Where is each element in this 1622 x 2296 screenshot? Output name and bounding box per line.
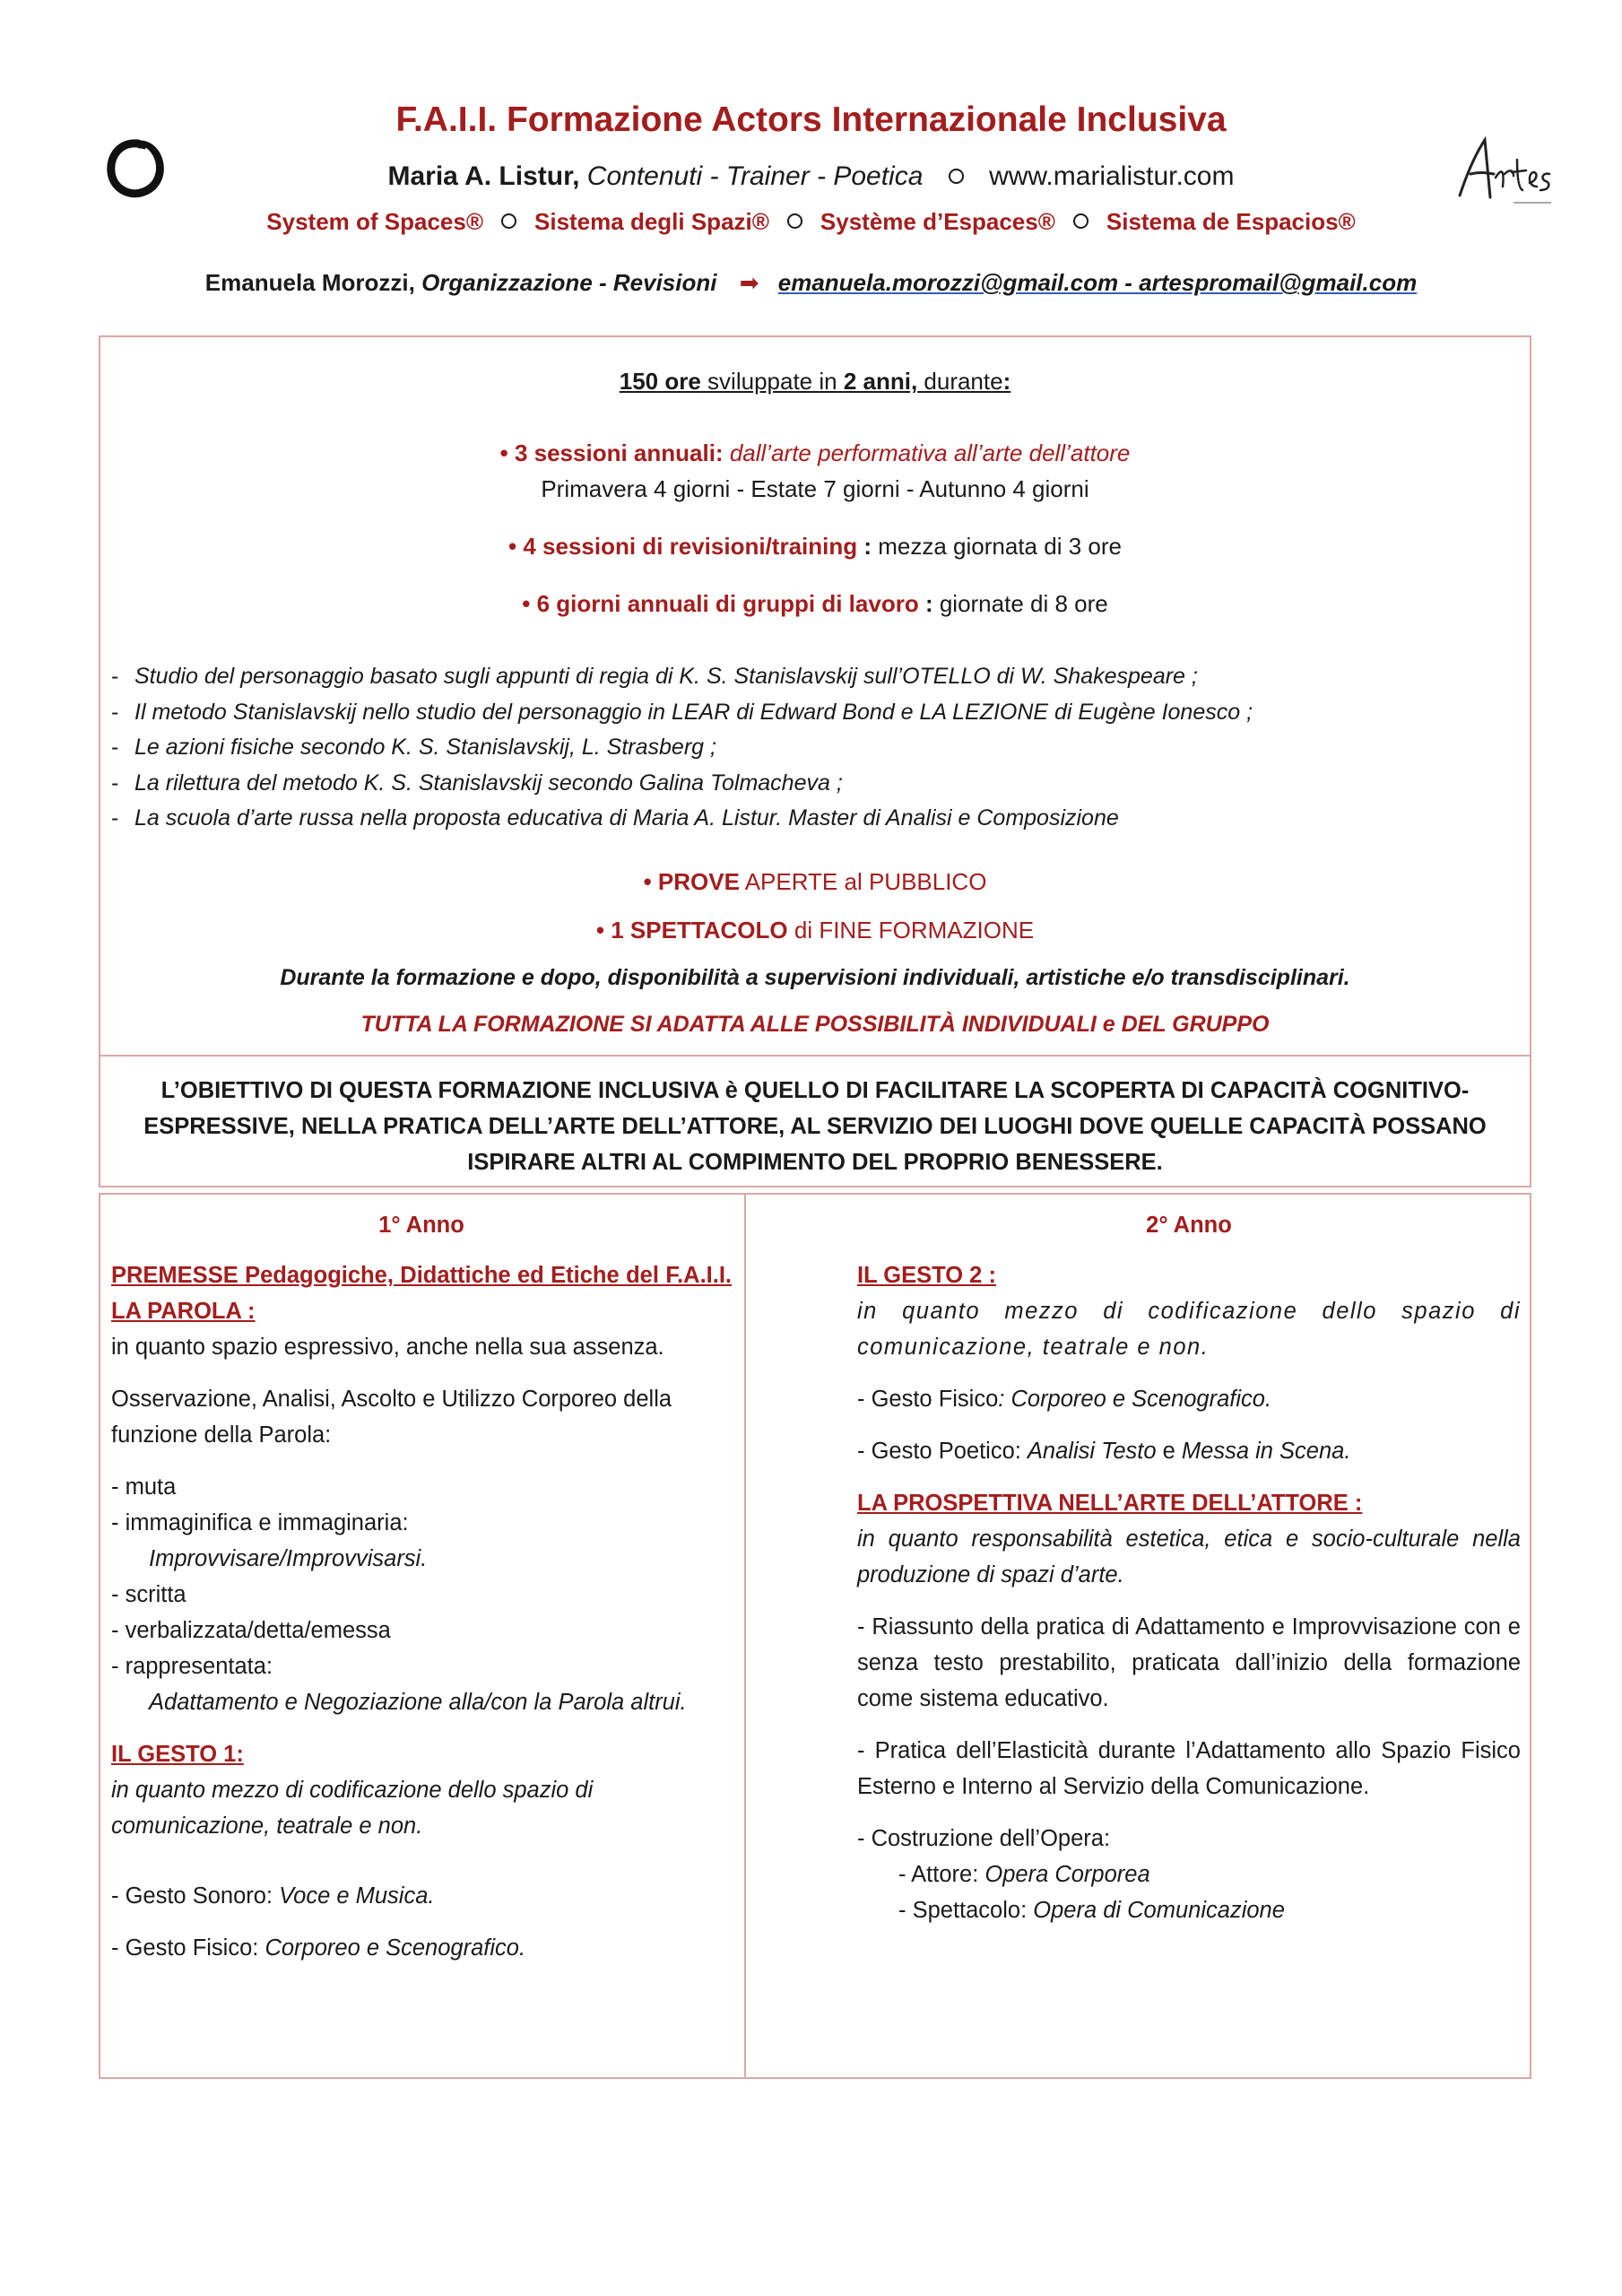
session3-label: • 6 giorni annuali di gruppi di lavoro — [522, 590, 919, 617]
gesto-fisico — [111, 1930, 732, 1966]
prove-desc: APERTE al PUBBLICO — [739, 868, 987, 895]
gesto2-fisico-value: : Corporeo e Scenografico. — [998, 1387, 1272, 1412]
author-roles: Contenuti - Trainer - Poetica — [586, 161, 924, 191]
opera-attore-value: Opera Corporea — [984, 1862, 1150, 1887]
system-fr: Système d’Espaces® — [820, 208, 1055, 235]
word-scritta: - scritta — [111, 1582, 186, 1607]
email-links[interactable]: emanuela.morozzi@gmail.com - artespromail@gmail.com — [777, 269, 1418, 296]
topic-item: - La scuola d’arte russa nella proposta educativa di Maria A. Listur. Master di Analisi e Composizione — [111, 805, 1119, 831]
organizer-line — [0, 269, 1622, 297]
year1-heading: 1° Anno — [378, 1213, 464, 1238]
supervision-note: Durante la formazione e dopo, disponibilità a supervisioni individuali, artistiche e/o transdisciplinari. — [280, 965, 1350, 990]
prospettiva-title: LA PROSPETTIVA NELL’ARTE DELL’ATTORE : — [857, 1491, 1363, 1516]
topic-text: Le azioni fisiche secondo K. S. Stanislavskij, L. Strasberg ; — [134, 735, 716, 760]
word-muta: - muta — [111, 1474, 177, 1500]
adaptation-note: TUTTA LA FORMAZIONE SI ADATTA ALLE POSSIBILITÀ INDIVIDUALI e DEL GRUPPO — [360, 1012, 1270, 1037]
session1-label: • 3 sessioni annuali: — [499, 439, 724, 466]
session2-desc: mezza giornata di 3 ore — [878, 533, 1122, 560]
session1-detail: Primavera 4 giorni - Estate 7 giorni - Autunno 4 giorni — [541, 475, 1089, 502]
circle-separator-icon — [949, 169, 964, 184]
premesse-title: PREMESSE Pedagogiche, Didattiche ed Etiche del F.A.I.I. LA PAROLA : — [111, 1263, 732, 1324]
author-line — [0, 161, 1622, 192]
hours-count: 150 ore — [619, 368, 701, 395]
gesto1-desc: in quanto mezzo di codificazione dello spazio di comunicazione, teatrale e non. — [111, 1778, 594, 1839]
observation-text: Osservazione, Analisi, Ascolto e Utilizzo Corporeo della funzione della Parola: — [111, 1387, 672, 1448]
opera-attore — [857, 1857, 1521, 1892]
document-title: F.A.I.I. Formazione Actors Internazionale Inclusiva — [395, 100, 1227, 139]
gesto-poetico-value1: Analisi Testo — [1027, 1439, 1157, 1464]
gesto2-title: IL GESTO 2 : — [857, 1263, 996, 1288]
prove-label: • PROVE — [643, 868, 740, 895]
gesto-fisico-label: - Gesto Fisico: — [111, 1935, 265, 1961]
opera-attore-label: - Attore: — [898, 1862, 985, 1887]
gesto-sonoro — [111, 1878, 732, 1914]
objective-text: L’OBIETTIVO DI QUESTA FORMAZIONE INCLUSIVA è QUELLO DI FACILITARE LA SCOPERTA DI CAPACITÀ COGNITIVO-ESPRESSIVE, NELLA PRATICA DELL’ARTE DELL’ATTORE, AL SERVIZIO DEI LUOGHI DOVE QUELLE CAPACITÀ POSSANO ISPIRARE ALTRI AL COMPIMENTO DEL PROPRIO BENESSERE. — [143, 1078, 1487, 1175]
hours-colon: : — [1002, 368, 1011, 395]
systems-line — [0, 208, 1622, 236]
hours-during: durante — [917, 368, 1003, 395]
system-en: System of Spaces® — [266, 208, 483, 235]
topic-item: - La rilettura del metodo K. S. Stanislavskij secondo Galina Tolmacheva ; — [111, 770, 843, 796]
gesto-sonoro-label: - Gesto Sonoro: — [111, 1883, 280, 1909]
session3-sep: : — [918, 590, 940, 617]
session2-label: • 4 sessioni di revisioni/training — [508, 533, 858, 560]
organizer-name: Emanuela Morozzi, — [204, 269, 415, 296]
session1-desc: dall’arte performativa all’arte dell’attore — [729, 439, 1131, 466]
topic-item: - Il metodo Stanislavskij nello studio del personaggio in LEAR di Edward Bond e LA LEZIONE di Eugène Ionesco ; — [111, 699, 1253, 725]
opera-spettacolo-value: Opera di Comunicazione — [1033, 1898, 1285, 1923]
system-it: Sistema degli Spazi® — [534, 208, 769, 235]
gesto-sonoro-value: Voce e Musica. — [279, 1883, 435, 1909]
prospettiva-desc: in quanto responsabilità estetica, etica e socio-culturale nella produzione di spazi d’arte. — [857, 1526, 1521, 1587]
session3-desc: giornate di 8 ore — [939, 590, 1108, 617]
arrow-right-icon: ➡ — [739, 269, 759, 296]
gesto-poetico-value2: Messa in Scena. — [1181, 1439, 1351, 1464]
session2-sep: : — [857, 533, 879, 560]
website-link[interactable]: www.marialistur.com — [989, 161, 1235, 191]
riassunto-text: - Riassunto della pratica di Adattamento e Improvvisazione con e senza testo prestabilito, praticata dall’inizio della formazione come sistema educativo. — [857, 1614, 1521, 1711]
gesto2-fisico — [857, 1381, 1521, 1417]
pratica-text: - Pratica dell’Elasticità durante l’Adattamento allo Spazio Fisico Esterno e Interno al Servizio della Comunicazione. — [857, 1738, 1521, 1799]
gesto2-fisico-label: - Gesto Fisico — [857, 1387, 999, 1412]
circle-separator-icon — [1073, 213, 1089, 229]
system-es: Sistema de Espacios® — [1106, 208, 1356, 235]
gesto-poetico — [857, 1433, 1521, 1469]
organizer-roles: Organizzazione - Revisioni — [421, 269, 717, 296]
word-verbalizzata: - verbalizzata/detta/emessa — [111, 1618, 391, 1643]
circle-separator-icon — [787, 213, 802, 229]
opera-spettacolo — [857, 1892, 1521, 1928]
year2-column — [857, 1207, 1521, 1928]
prove-line — [99, 868, 1531, 896]
spettacolo-label: • 1 SPETTACOLO — [595, 917, 788, 944]
word-rappresentata: - rappresentata: — [111, 1654, 273, 1679]
word-immaginifica: - immaginifica e immaginaria: — [111, 1510, 409, 1535]
year1-column — [111, 1207, 732, 1966]
gesto1-title: IL GESTO 1: — [111, 1742, 244, 1767]
year2-heading: 2° Anno — [1146, 1213, 1232, 1238]
opera-spettacolo-label: - Spettacolo: — [898, 1898, 1034, 1923]
spettacolo-line — [99, 917, 1531, 944]
session1-line — [99, 439, 1531, 467]
session3-line — [99, 590, 1531, 618]
circle-separator-icon — [501, 213, 516, 229]
topic-text: Studio del personaggio basato sugli appunti di regia di K. S. Stanislavskij sull’OTELLO di W. Shakespeare ; — [134, 664, 1198, 689]
hours-text: sviluppate in — [700, 368, 844, 395]
author-name: Maria A. Listur, — [387, 161, 580, 191]
topics-list — [111, 659, 1253, 837]
topic-text: La rilettura del metodo K. S. Stanislavskij secondo Galina Tolmacheva ; — [134, 770, 843, 796]
gesto-poetico-label: - Gesto Poetico: — [857, 1439, 1028, 1464]
topic-text: Il metodo Stanislavskij nello studio del personaggio in LEAR di Edward Bond e LA LEZIONE di Eugène Ionesco ; — [134, 699, 1253, 725]
session2-line — [99, 533, 1531, 561]
topic-item: - Le azioni fisiche secondo K. S. Stanislavskij, L. Strasberg ; — [111, 735, 716, 760]
costruzione-text: - Costruzione dell’Opera: — [857, 1826, 1111, 1851]
gesto-poetico-and: e — [1156, 1439, 1182, 1464]
gesto2-desc: in quanto mezzo di codificazione dello spazio di comunicazione, teatrale e non. — [857, 1299, 1521, 1360]
topic-text: La scuola d’arte russa nella proposta educativa di Maria A. Listur. Master di Analisi e Composizione — [134, 805, 1119, 831]
hours-line — [99, 368, 1531, 396]
word-improvvisare: Improvvisare/Improvvisarsi. — [149, 1546, 428, 1571]
premesse-desc: in quanto spazio espressivo, anche nella sua assenza. — [111, 1335, 664, 1360]
spettacolo-desc: di FINE FORMAZIONE — [787, 917, 1035, 944]
gesto-fisico-value: Corporeo e Scenografico. — [265, 1935, 526, 1961]
column-divider — [744, 1193, 746, 2079]
word-adattamento: Adattamento e Negoziazione alla/con la Parola altrui. — [149, 1690, 687, 1715]
years-count: 2 anni, — [843, 368, 918, 395]
topic-item: - Studio del personaggio basato sugli appunti di regia di K. S. Stanislavskij sull’OTELLO di W. Shakespeare ; — [111, 664, 1198, 689]
